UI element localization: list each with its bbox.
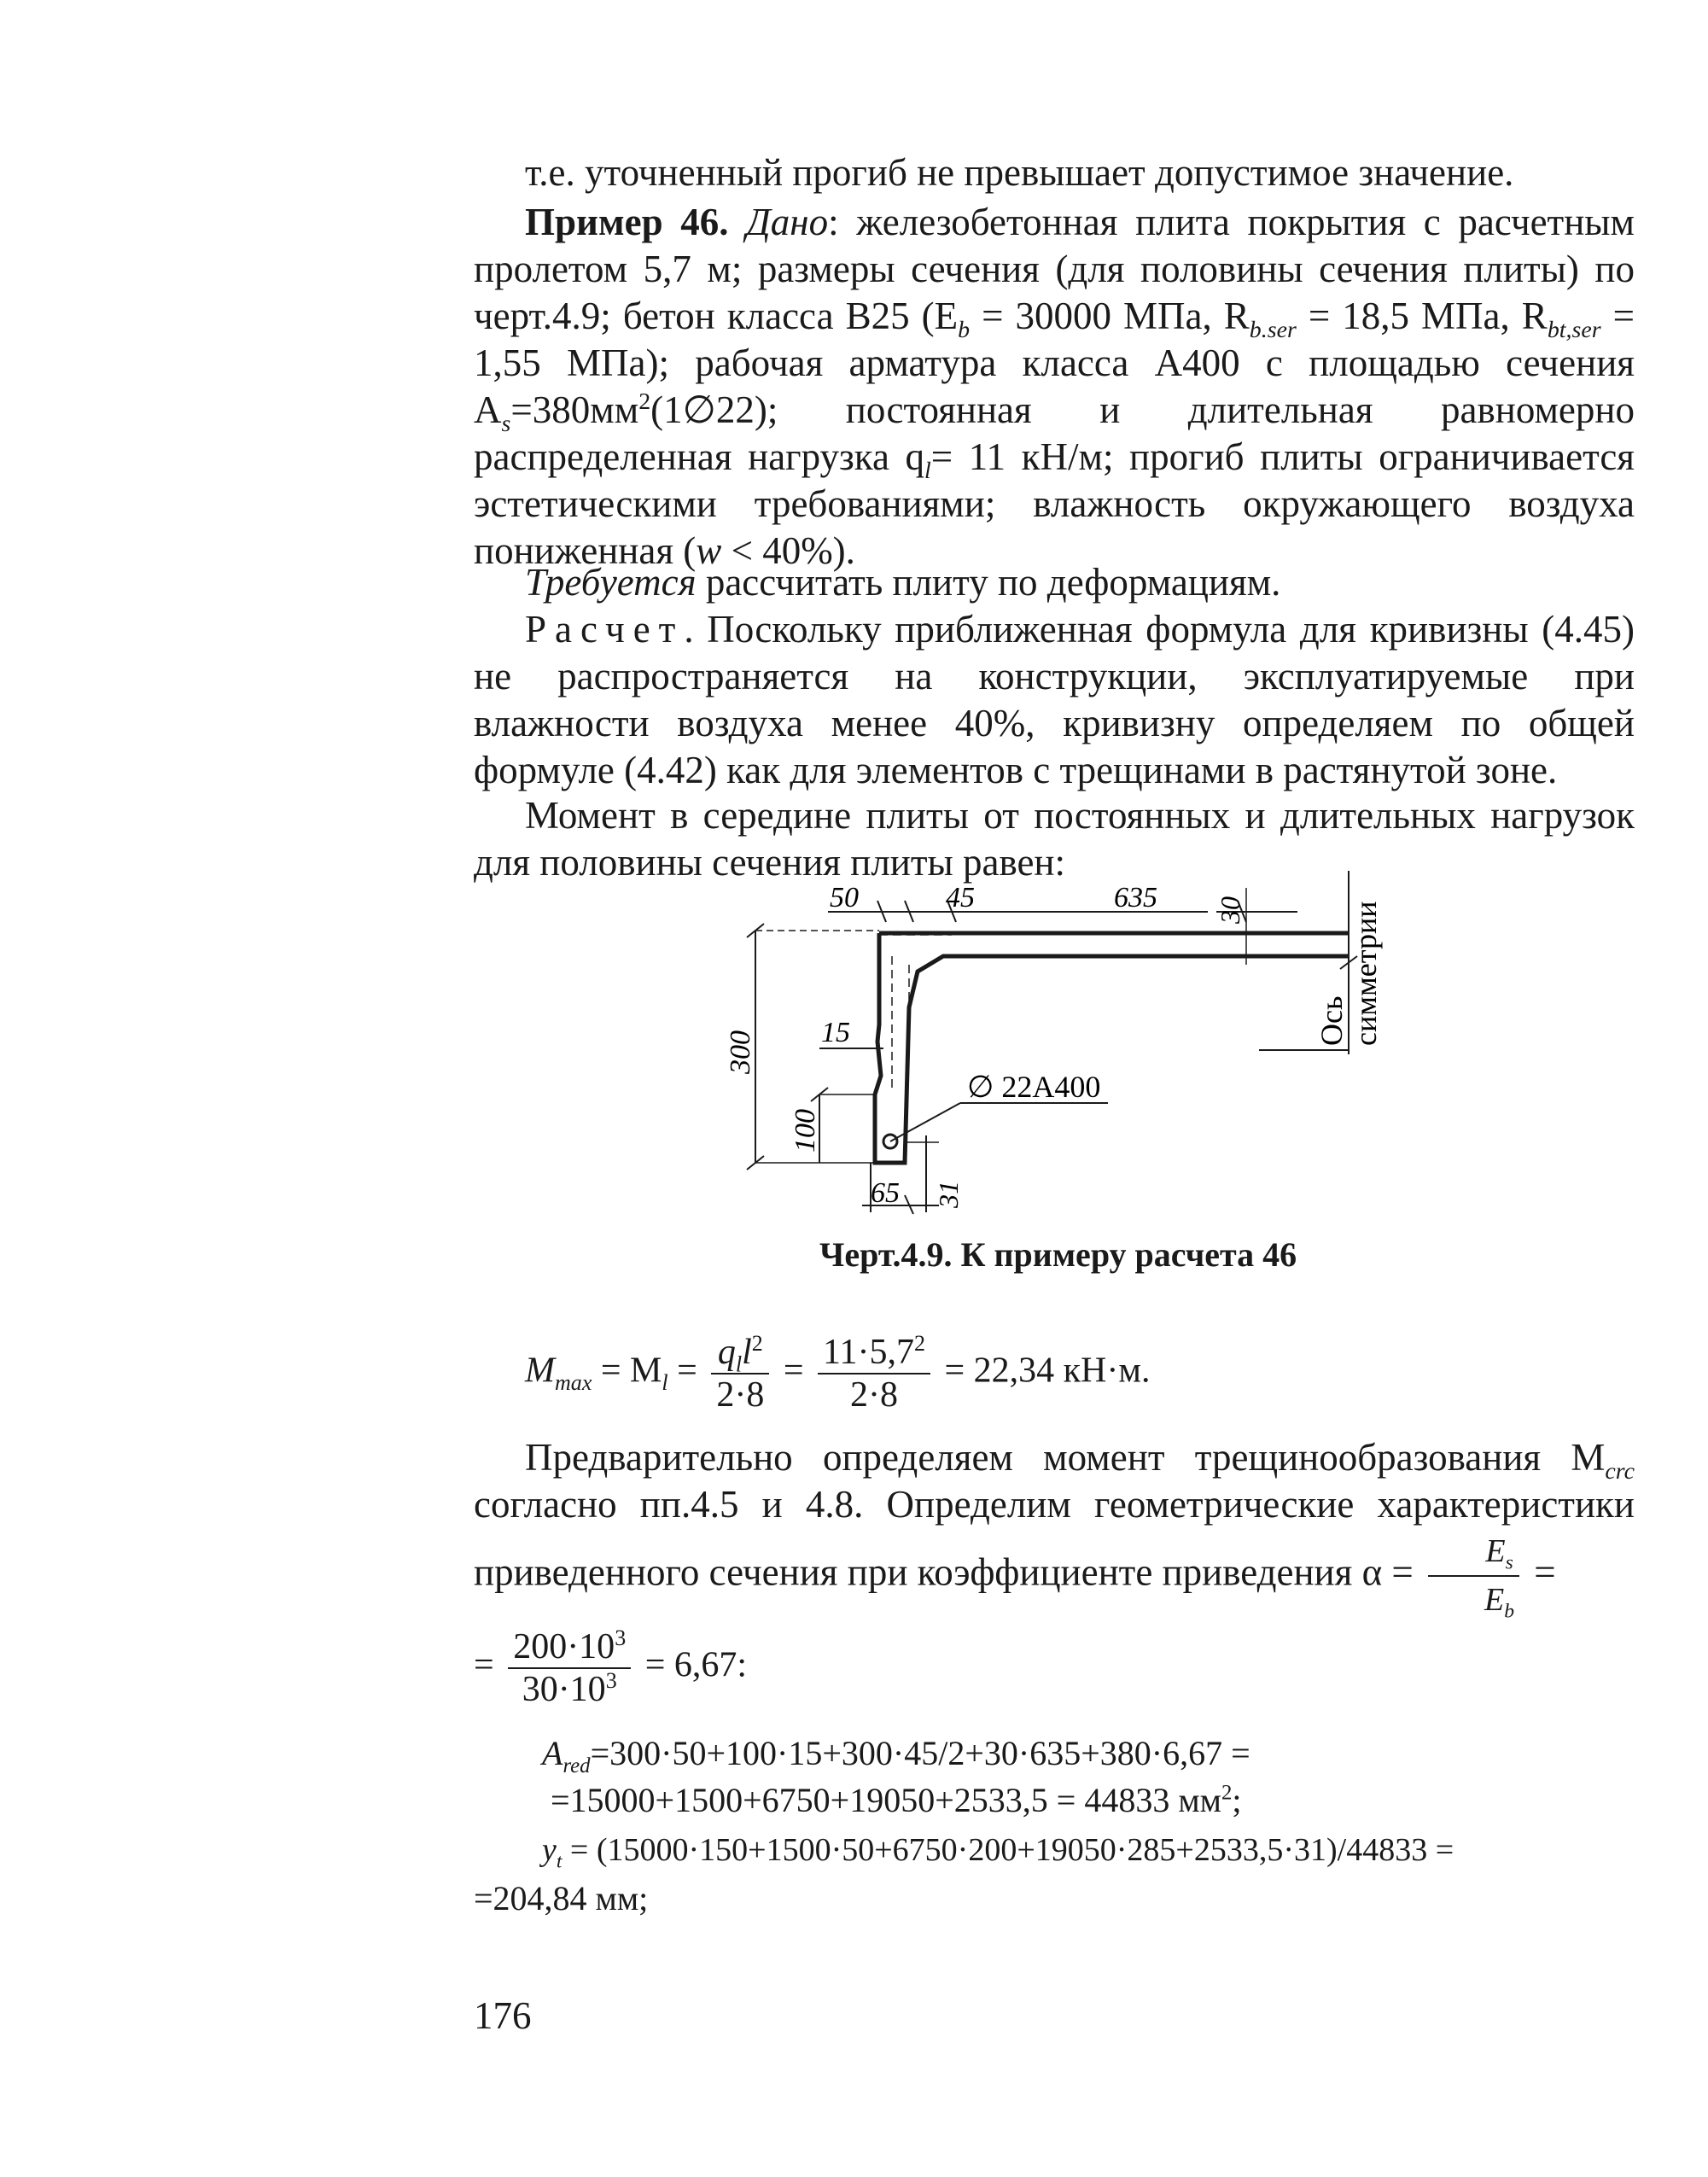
dim-30: 30 [1215, 896, 1245, 924]
example-label: Пример 46. [525, 201, 729, 243]
dim-100: 100 [790, 1109, 821, 1153]
moment-fraction-2: $\frac{11\cdot 5,7^2}{2\cdot 8}$ [818, 1332, 930, 1415]
dim-45: 45 [946, 882, 975, 913]
intro-paragraph: т.е. уточненный прогиб не превышает допустимое значение. [525, 151, 1514, 194]
required-paragraph: Требуется рассчитать плиту по деформациям. [525, 561, 1281, 604]
axis-label-1: Ось [1315, 995, 1349, 1046]
rebar-label: ∅ 22А400 [967, 1070, 1101, 1104]
moment-paragraph: Момент в середине плиты от постоянных и длительных нагрузок для половины сечения плиты равен: [474, 794, 1635, 884]
alpha-fraction: $\frac{E_s}{E_b}$ [1428, 1528, 1519, 1624]
dim-635: 635 [1114, 882, 1157, 913]
dim-15: 15 [821, 1017, 850, 1048]
ared-formula-line2: =15000+1500+6750+19050+2533,5 = 44833 $мм^2$; [551, 1781, 1242, 1819]
moment-fraction-1: $\frac{q_ll^2}{2\cdot 8}$ [711, 1332, 769, 1415]
axis-label-2: симметрии [1349, 901, 1383, 1046]
cross-section-figure [725, 871, 1434, 1229]
yt-formula-line2: =204,84 мм; [474, 1879, 649, 1917]
calculation-paragraph: Расчет. Поскольку приближенная формула для кривизны (4.45) не распространяется на конструкции, эксплуатируемые при влажности воздуха менее 40%, кривизну определяем по общей формуле (4.42) как для элементов с трещинами в растянутой зоне. [474, 608, 1635, 791]
example-paragraph: Пример 46. Дано: железобетонная плита покрытия с расчетным пролетом 5,7 м; размеры сечения (для половины сечения плиты) по черт.4.9; бетон класса В25 ($E_b = 30000$ МПа, $R_{b.ser} = 18,5$ МПа, $R_{bt,ser} = 1,55$ МПа); рабочая арматура класса А400 с площадью сечения $A_s=380мм^2(1\emptyset 22)$; постоянная и длительная равномерно распределенная нагрузка $q_l= 11$ кН/м; прогиб плиты ограничивается эстетическими требованиями; влажность окружающего воздуха пониженная (w < 40%). [474, 201, 1635, 572]
alpha-formula: = $\frac{200\cdot 10^3}{30\cdot 10^3}$ = 6,67: [474, 1625, 748, 1709]
dim-300: 300 [725, 1030, 756, 1074]
dim-31: 31 [933, 1181, 964, 1208]
preliminary-paragraph: Предварительно определяем момент трещинообразования $M_{crc}$ согласно пп.4.5 и 4.8. Определим геометрические характеристики приведенного сечения при коэффициенте приведения α = $\frac{E_s}{E_b}$ = [474, 1436, 1635, 1623]
page-number: 176 [474, 1994, 532, 2037]
dim-65: 65 [871, 1177, 900, 1209]
figure-caption: Черт.4.9. К примеру расчета 46 [819, 1235, 1297, 1274]
yt-formula-line1: $y_t = (15000\cdot 150+1500\cdot 50+6750\cdot 200+19050\cdot 285+2533,5\cdot 31)/44833$ = [542, 1832, 1454, 1873]
dim-50: 50 [830, 882, 859, 913]
moment-formula: $M_{max} = M_l$ = $\frac{q_ll^2}{2\cdot 8}$ = $\frac{11\cdot 5,7^2}{2\cdot 8}$ = 22,34 кН·м. [525, 1331, 1151, 1415]
ared-formula-line1: $A_{red}=300\cdot 50+100\cdot 15+300\cdot 45/2+30\cdot 635+380\cdot 6,67$ = [542, 1734, 1250, 1777]
